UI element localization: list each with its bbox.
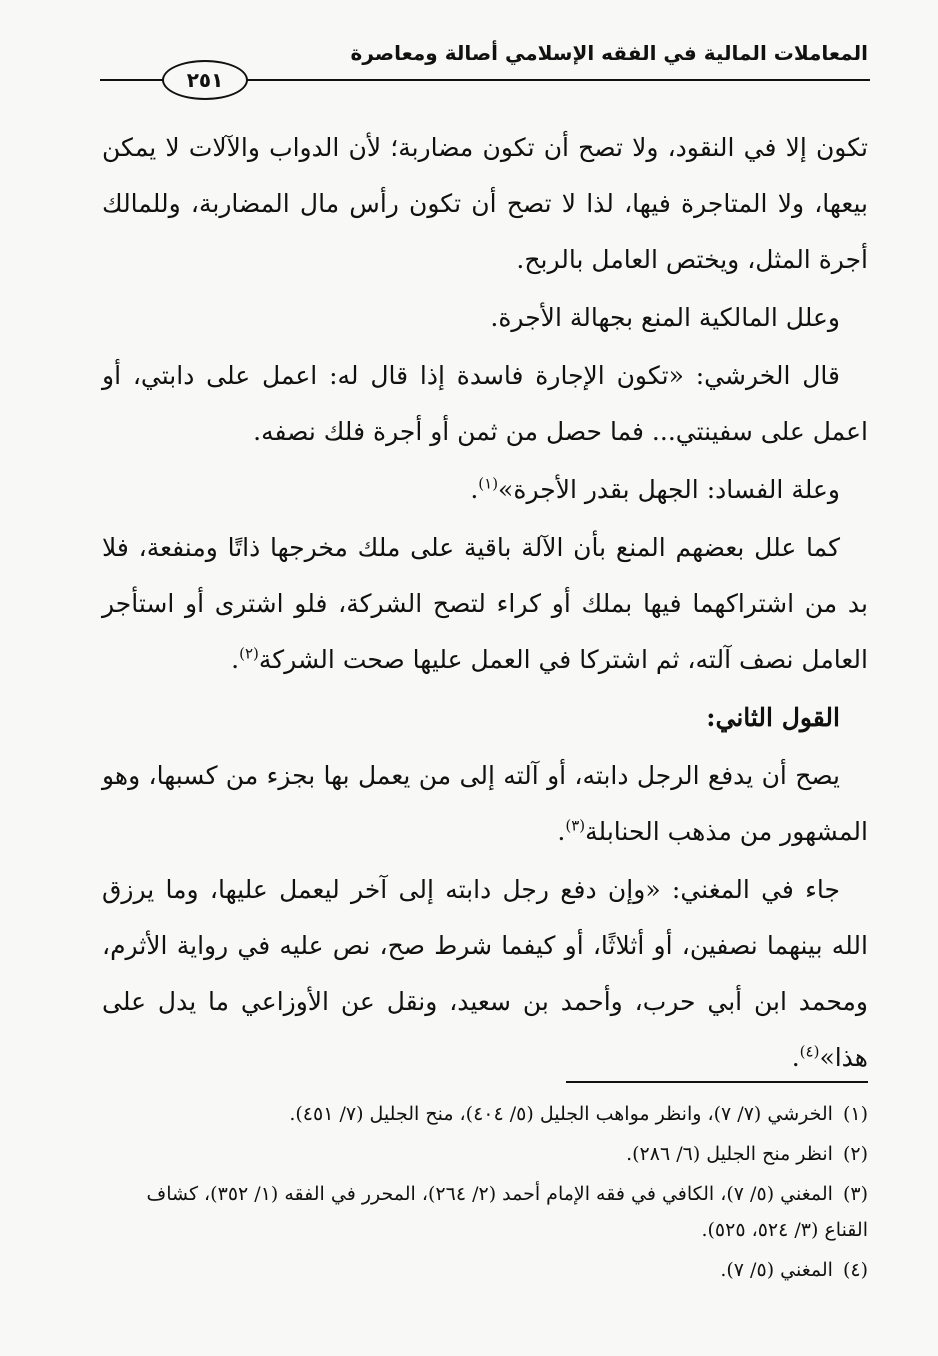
footnote-item: [102, 1096, 868, 1132]
paragraph-7-period: .: [791, 1043, 800, 1072]
paragraph-5: [102, 520, 868, 688]
footnote-number: (٢): [842, 1143, 868, 1165]
paragraph-6-period: .: [557, 817, 566, 846]
paragraph-4-period: .: [470, 475, 479, 504]
footnote-number: (٤): [842, 1259, 868, 1281]
paragraph-2: وعلل المالكية المنع بجهالة الأجرة.: [490, 303, 840, 332]
footnote-ref-3: (٣): [565, 816, 586, 835]
footnote-ref-1: (١): [478, 474, 499, 493]
footnote-text: المغني (٥/ ٧)، الكافي في فقه الإمام أحمد (٢/ ٢٦٤)، المحرر في الفقه (١/ ٣٥٢)، كشاف القناع (٣/ ٥٢٤، ٥٢٥).: [146, 1183, 868, 1241]
footnote-number: (٣): [842, 1183, 868, 1205]
running-header-title: المعاملات المالية في الفقه الإسلامي أصالة ومعاصرة: [350, 41, 868, 65]
paragraph-4-text: وعلة الفساد: الجهل بقدر الأجرة»: [498, 475, 840, 504]
footnote-text: انظر منح الجليل (٦/ ٢٨٦).: [626, 1143, 833, 1165]
paragraph-7-text: جاء في المغني: «وإن دفع رجل دابته إلى آخر ليعمل عليها، وما يرزق الله بينهما نصفين، أو أثلاثًا، أو كيفما شرط صح، نص عليه في رواية الأثرم، ومحمد ابن أبي حرب، وأحمد بن سعيد، ونقل عن الأوزاعي ما يدل على هذا»: [102, 875, 868, 1072]
footnote-ref-4: (٤): [799, 1042, 820, 1061]
footnote-text: المغني (٥/ ٧).: [720, 1259, 833, 1281]
paragraph-5-period: .: [231, 645, 240, 674]
footnote-text: الخرشي (٧/ ٧)، وانظر مواهب الجليل (٥/ ٤٠٤)، منح الجليل (٧/ ٤٥١).: [289, 1103, 833, 1125]
footnotes: [102, 1096, 868, 1292]
footnote-item: [102, 1176, 868, 1248]
paragraph-6: [102, 748, 868, 860]
footnote-separator: [566, 1081, 868, 1083]
footnote-ref-2: (٢): [239, 644, 259, 663]
footnote-item: [102, 1136, 868, 1172]
footnote-number: (١): [842, 1103, 868, 1125]
footnote-item: [102, 1252, 868, 1288]
paragraph-3: قال الخرشي: «تكون الإجارة فاسدة إذا قال له: اعمل على دابتي، أو اعمل على سفينتي... فما حصل من ثمن أو أجرة فلك نصفه.: [102, 361, 868, 446]
section-heading: القول الثاني:: [706, 703, 840, 732]
paragraph-5-text: كما علل بعضهم المنع بأن الآلة باقية على ملك مخرجها ذاتًا ومنفعة، فلا بد من اشتراكهما فيها بملك أو كراء لتصح الشركة، فلو اشترى أو استأجر العامل نصف آلته، ثم اشتركا في العمل عليها صحت الشركة: [102, 533, 868, 674]
paragraph-4: [102, 462, 868, 518]
paragraph-7: [102, 862, 868, 1086]
page-number-badge: ٢٥١: [162, 60, 248, 100]
main-text: [102, 120, 868, 1088]
paragraph-6-text: يصح أن يدفع الرجل دابته، أو آلته إلى من يعمل بها بجزء من كسبها، وهو المشهور من مذهب الحنابلة: [102, 761, 868, 846]
paragraph-1: تكون إلا في النقود، ولا تصح أن تكون مضاربة؛ لأن الدواب والآلات لا يمكن بيعها، ولا المتاجرة فيها، لذا لا تصح أن تكون رأس مال المضاربة، وللمالك أجرة المثل، ويختص العامل بالربح.: [102, 133, 868, 274]
